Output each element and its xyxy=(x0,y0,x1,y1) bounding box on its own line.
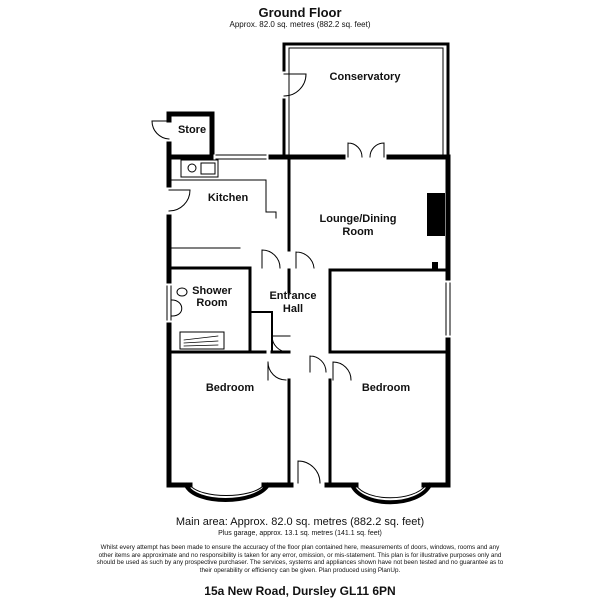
left-bay-window xyxy=(186,485,268,500)
label-hall-line1: Entrance xyxy=(269,290,317,302)
kitchen-window xyxy=(216,155,266,159)
label-shower-line1: Shower xyxy=(192,285,232,297)
lounge-door[interactable] xyxy=(296,252,314,268)
label-shower-line2: Room xyxy=(196,297,228,309)
floor-area-subtitle: Approx. 82.0 sq. metres (882.2 sq. feet) xyxy=(229,20,371,29)
store-door[interactable] xyxy=(152,121,169,139)
lounge-small-fixture xyxy=(432,262,438,270)
property-address: 15a New Road, Dursley GL11 6PN xyxy=(204,584,396,598)
shower-room-door[interactable] xyxy=(272,336,290,352)
conservatory-door[interactable] xyxy=(284,74,306,96)
front-door[interactable] xyxy=(296,461,322,485)
hall-cupboard-door[interactable] xyxy=(310,356,326,372)
conservatory-walls xyxy=(284,44,448,157)
label-lounge-line2: Room xyxy=(342,226,374,238)
main-area-text: Main area: Approx. 82.0 sq. metres (882.2 sq. feet) xyxy=(175,516,425,528)
label-bedroom-right: Bedroom xyxy=(361,382,411,394)
shower-window xyxy=(167,286,171,320)
label-conservatory: Conservatory xyxy=(329,71,401,83)
exterior-walls xyxy=(169,157,448,485)
interior-walls xyxy=(169,157,448,485)
shower-tray xyxy=(180,332,224,349)
label-lounge-line1: Lounge/Dining xyxy=(319,213,397,225)
garage-area-text: Plus garage, approx. 13.1 sq. metres (141.1 sq. feet) xyxy=(218,530,382,537)
label-store: Store xyxy=(177,124,207,136)
label-hall-line2: Hall xyxy=(282,303,304,315)
floor-title: Ground Floor xyxy=(258,5,342,20)
disclaimer: Whilst every attempt has been made to ensure the accuracy of the floor plan contained here, measurements of doors, windows, rooms and any other items are approximate and no responsibility is taken for any error, omission, or mis-statement. This plan is for illustrative purposes only and should be used as such by any prospective purchaser. The services, systems and appliances shown have not been tested and no guarantee as to their operability or efficiency can be given. Plan produced using PlanUp. xyxy=(96,544,504,574)
french-doors[interactable] xyxy=(348,143,384,157)
kitchen-door[interactable] xyxy=(262,250,280,268)
right-bay-window xyxy=(352,485,430,502)
toilet xyxy=(177,288,187,296)
kitchen-sink xyxy=(181,160,218,177)
right-bedroom-door[interactable] xyxy=(333,362,351,380)
label-bedroom-left: Bedroom xyxy=(205,382,255,394)
shower-basin xyxy=(172,300,182,316)
left-bedroom-door[interactable] xyxy=(268,362,286,380)
label-kitchen: Kitchen xyxy=(207,192,249,204)
lounge-window xyxy=(446,283,450,335)
kitchen-side-door[interactable] xyxy=(169,190,190,212)
chimney-breast xyxy=(427,193,445,236)
